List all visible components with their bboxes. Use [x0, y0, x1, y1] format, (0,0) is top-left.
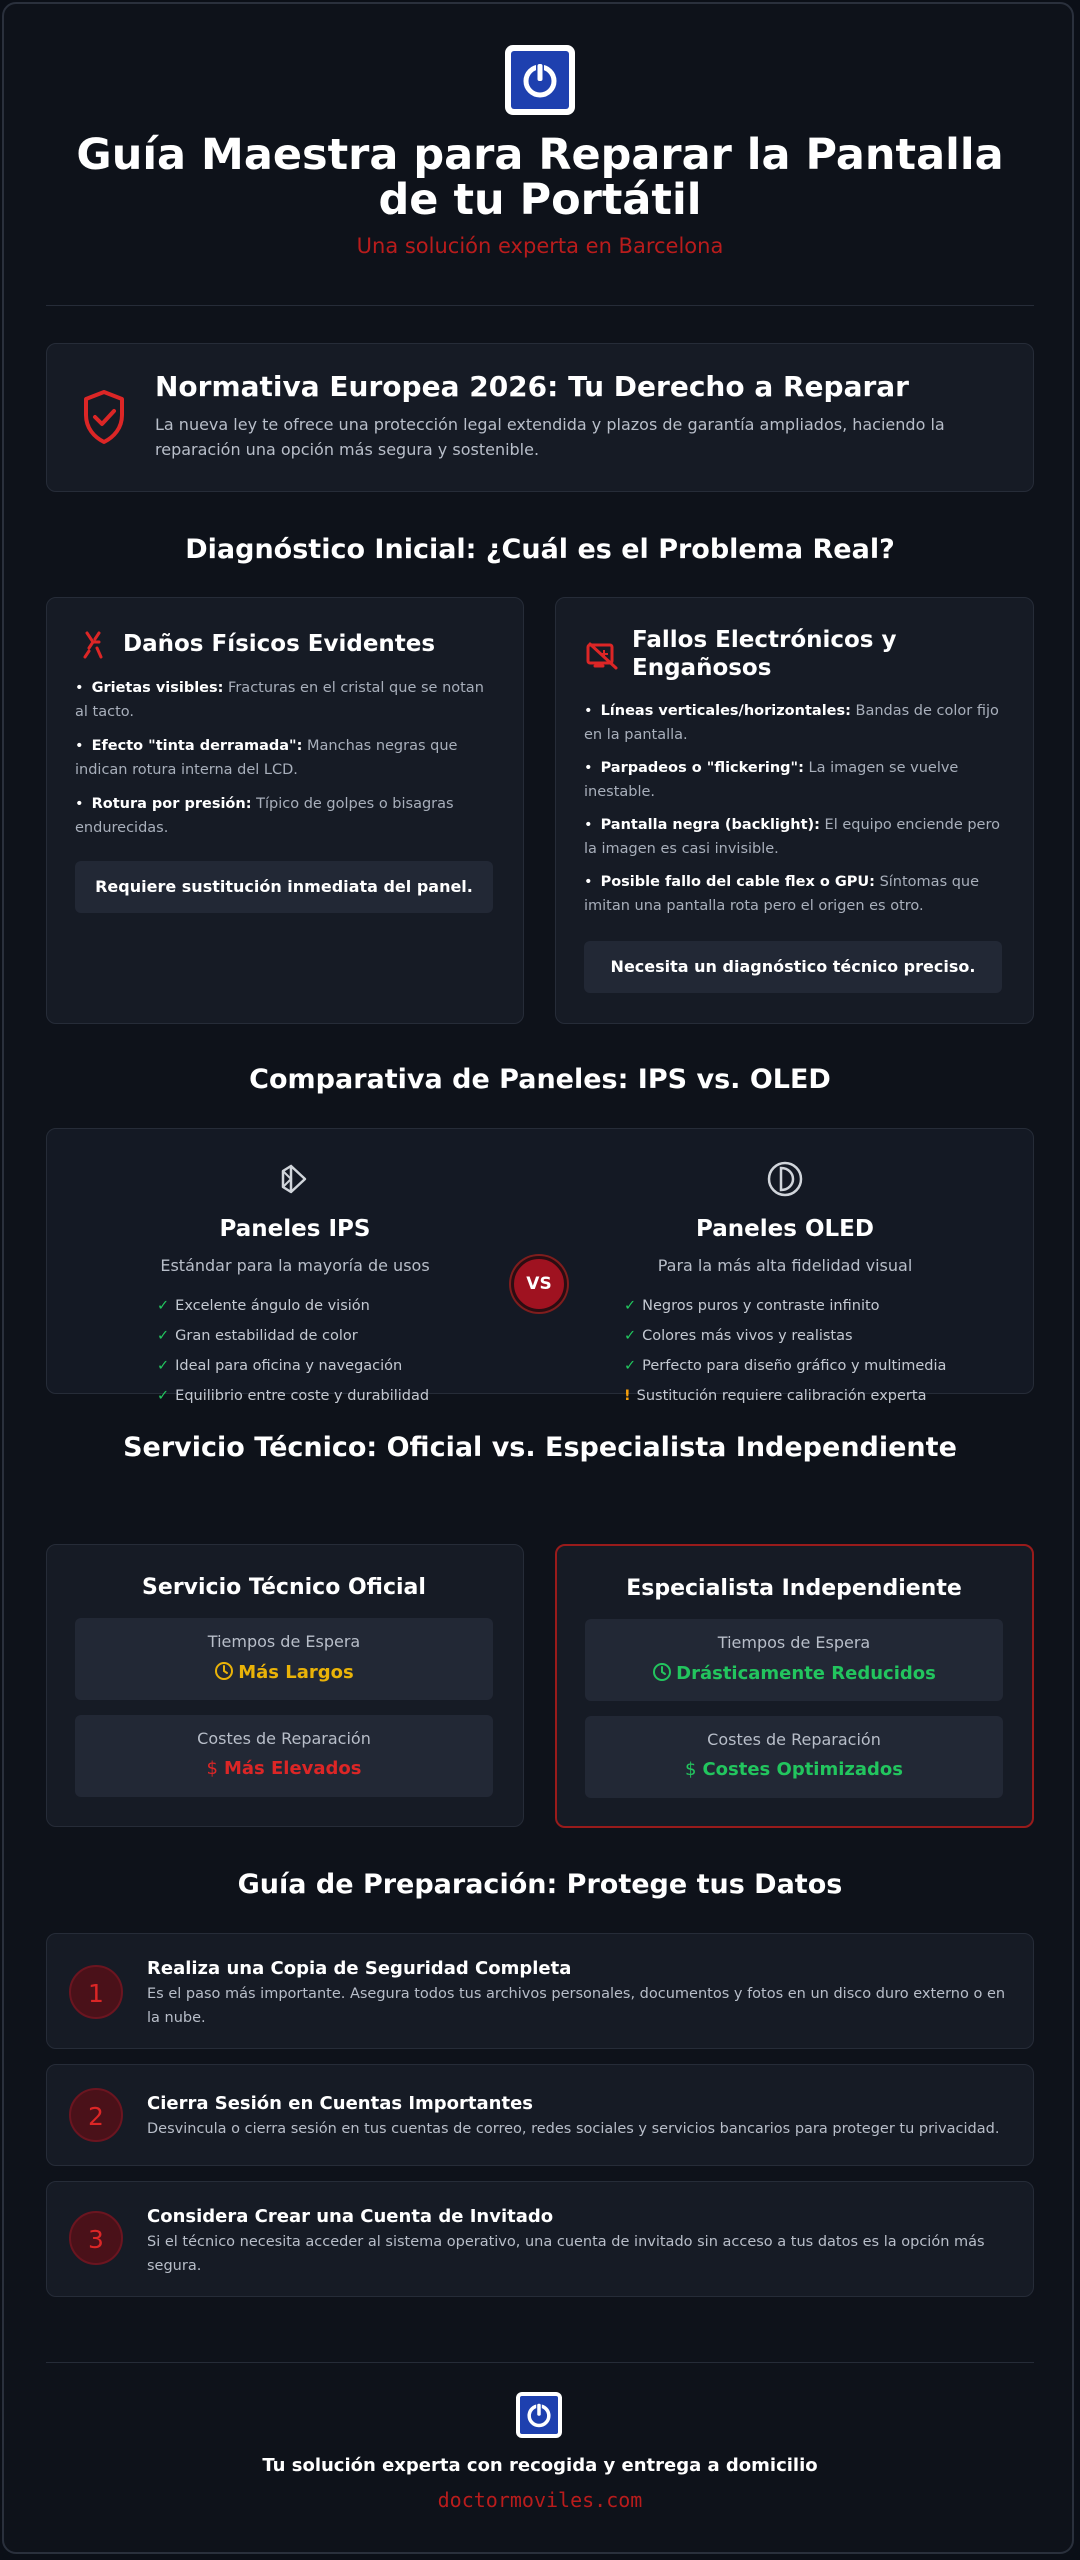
- oled-feature: ✓ Negros puros y contraste infinito: [624, 1298, 880, 1314]
- step-title: Considera Crear una Cuenta de Invitado: [147, 2206, 554, 2227]
- oficial-title: Servicio Técnico Oficial: [142, 1575, 426, 1600]
- divider: [46, 2362, 1034, 2363]
- oficial-wait-box: [75, 1618, 493, 1700]
- independiente-wait-label: Tiempos de Espera: [717, 1633, 871, 1652]
- oled-subtitle: Para la más alta fidelidad visual: [657, 1256, 913, 1275]
- step-text: Desvincula o cierra sesión en tus cuentas de correo, redes sociales y servicios bancarios para proteger tu privacidad.: [147, 2121, 1000, 2137]
- ips-feature: ✓ Equilibrio entre coste y durabilidad: [157, 1388, 430, 1404]
- dollar-icon: $: [206, 1758, 218, 1779]
- clock-icon: [652, 1662, 672, 1682]
- step-text: Es el paso más importante. Asegura todos tus archivos personales, documentos y fotos en un disco duro externo o en la nube.: [147, 1986, 1006, 2026]
- list-item: • Grietas visibles: Fracturas en el cristal que se notan al tacto.: [75, 680, 484, 720]
- oficial-cost-value: $ Más Elevados: [206, 1758, 362, 1779]
- independiente-cost-box: [585, 1716, 1003, 1798]
- fisicos-title: Daños Físicos Evidentes: [123, 631, 436, 657]
- fisicos-note: Requiere sustitución inmediata del panel.: [75, 861, 493, 913]
- page-title: Guía Maestra para Reparar la Pantalla de tu Portátil: [76, 130, 1004, 225]
- footer-tagline: Tu solución experta con recogida y entrega a domicilio: [262, 2455, 818, 2476]
- step-text: Si el técnico necesita acceder al sistema operativo, una cuenta de invitado sin acceso a tus datos es la opción más segura.: [147, 2234, 985, 2274]
- shield-check-icon: [81, 389, 127, 445]
- independiente-cost-value: $ Costes Optimizados: [684, 1759, 903, 1780]
- oled-feature: ! Sustitución requiere calibración experta: [624, 1388, 927, 1404]
- step-number: 1: [69, 1965, 123, 2019]
- ips-feature: ✓ Excelente ángulo de visión: [157, 1298, 370, 1314]
- page-subtitle: Una solución experta en Barcelona: [356, 234, 724, 258]
- step-card: [46, 2064, 1034, 2166]
- dollar-icon: $: [684, 1759, 697, 1780]
- clock-icon: [214, 1661, 234, 1681]
- list-item: • Efecto "tinta derramada": Manchas negras que indican rotura interna del LCD.: [75, 738, 458, 778]
- oficial-wait-label: Tiempos de Espera: [207, 1632, 361, 1651]
- divider: [46, 305, 1034, 306]
- oled-title: Paneles OLED: [696, 1216, 874, 1242]
- servicio-title: Servicio Técnico: Oficial vs. Especialista Independiente: [123, 1432, 957, 1463]
- step-number: 2: [69, 2088, 123, 2142]
- ips-feature: ✓ Gran estabilidad de color: [157, 1328, 358, 1344]
- electronicos-card: [555, 597, 1034, 1024]
- independiente-wait-value: Drásticamente Reducidos: [585, 1662, 1003, 1684]
- oled-feature: ✓ Colores más vivos y realistas: [624, 1328, 853, 1344]
- ips-title: Paneles IPS: [219, 1216, 371, 1242]
- step-title: Cierra Sesión en Cuentas Importantes: [147, 2093, 533, 2114]
- independiente-card: [555, 1544, 1034, 1828]
- list-item: • Rotura por presión: Típico de golpes o bisagras endurecidas.: [75, 796, 454, 836]
- cube-icon: [277, 1162, 311, 1196]
- diagnostico-title: Diagnóstico Inicial: ¿Cuál es el Problema Real?: [185, 534, 895, 565]
- broken-link-icon: [79, 629, 107, 661]
- independiente-cost-label: Costes de Reparación: [707, 1730, 881, 1749]
- paneles-card: [46, 1128, 1034, 1404]
- electronicos-note: Necesita un diagnóstico técnico preciso.: [584, 941, 1002, 993]
- step-title: Realiza una Copia de Seguridad Completa: [147, 1958, 572, 1979]
- normativa-text: La nueva ley te ofrece una protección legal extendida y plazos de garantía ampliados, haciendo la reparación una opción más segura y sostenible.: [155, 415, 945, 459]
- electronicos-title: Fallos Electrónicos y Engañosos: [632, 627, 897, 681]
- screen-off-icon: [586, 642, 618, 670]
- vs-badge: VS: [511, 1256, 567, 1312]
- footer-logo: [516, 2392, 562, 2438]
- oficial-wait-value: Más Largos: [75, 1661, 493, 1683]
- ips-feature: ✓ Ideal para oficina y navegación: [157, 1358, 403, 1374]
- step-card: [46, 2181, 1034, 2297]
- list-item: • Líneas verticales/horizontales: Bandas de color fijo en la pantalla.: [584, 703, 999, 743]
- contrast-icon: [766, 1160, 804, 1198]
- step-card: [46, 1933, 1034, 2049]
- independiente-wait-box: [585, 1619, 1003, 1701]
- footer-url[interactable]: doctormoviles.com: [437, 2488, 643, 2512]
- power-icon: [525, 2401, 553, 2429]
- list-item: • Posible fallo del cable flex o GPU: Síntomas que imitan una pantalla rota pero el origen es otro.: [584, 874, 980, 914]
- independiente-title: Especialista Independiente: [626, 1576, 962, 1601]
- oficial-cost-box: [75, 1715, 493, 1797]
- oled-feature: ✓ Perfecto para diseño gráfico y multimedia: [624, 1358, 947, 1374]
- normativa-title: Normativa Europea 2026: Tu Derecho a Reparar: [155, 370, 909, 403]
- fisicos-card: [46, 597, 524, 1024]
- step-number: 3: [69, 2211, 123, 2265]
- list-item: • Parpadeos o "flickering": La imagen se vuelve inestable.: [584, 760, 959, 800]
- oficial-cost-label: Costes de Reparación: [197, 1729, 371, 1748]
- oficial-card: [46, 1544, 524, 1827]
- paneles-title: Comparativa de Paneles: IPS vs. OLED: [249, 1064, 831, 1095]
- preparacion-title: Guía de Preparación: Protege tus Datos: [237, 1869, 843, 1900]
- ips-subtitle: Estándar para la mayoría de usos: [160, 1256, 430, 1275]
- list-item: • Pantalla negra (backlight): El equipo enciende pero la imagen es casi invisible.: [584, 817, 1000, 857]
- normativa-card: [46, 343, 1034, 492]
- brand-logo: [505, 45, 575, 115]
- power-icon: [520, 60, 560, 100]
